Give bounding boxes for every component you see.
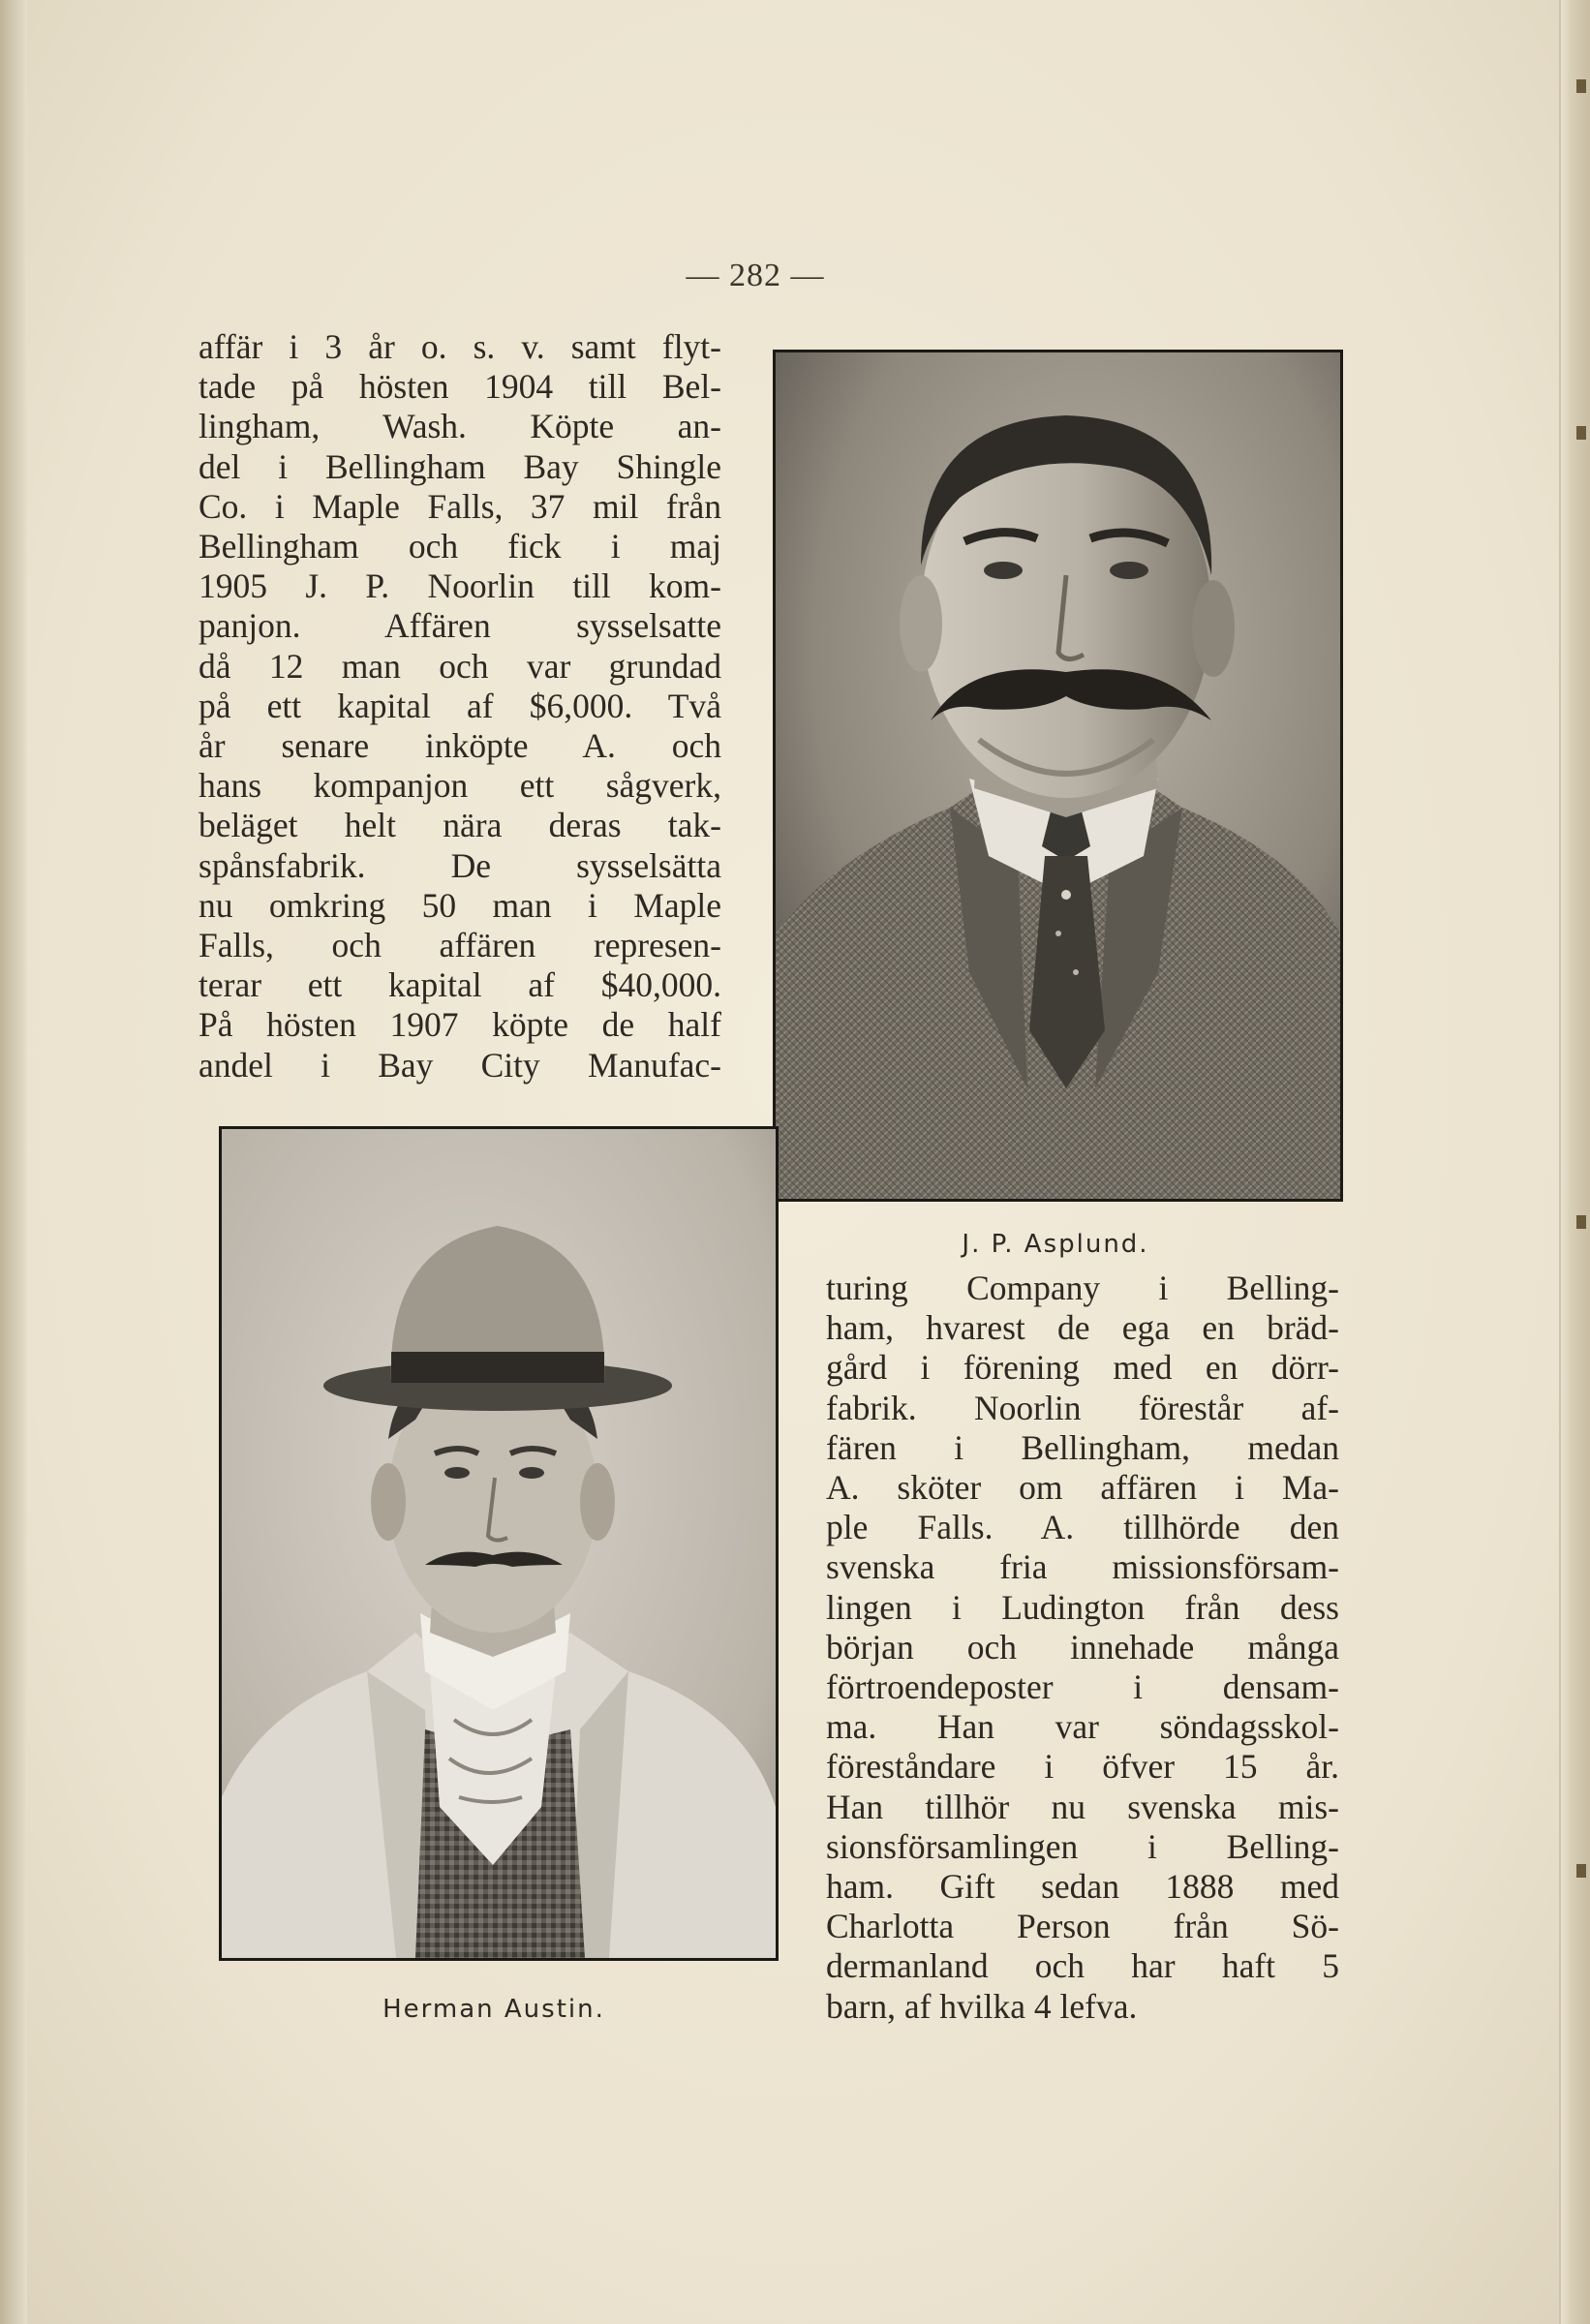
text-line: ple Falls. A. tillhörde den <box>826 1508 1339 1547</box>
right-text-column <box>826 1269 1339 2027</box>
text-line: Co. i Maple Falls, 37 mil från <box>199 486 721 526</box>
portrait-photo-austin <box>219 1126 779 1961</box>
text-line: på ett kapital af $6,000. Två <box>199 686 721 725</box>
text-line: fären i Bellingham, medan <box>826 1427 1339 1467</box>
text-line: nu omkring 50 man i Maple <box>199 885 721 925</box>
page-edge-mark <box>1576 426 1586 440</box>
text-line: ma. Han var söndagsskol- <box>826 1707 1339 1747</box>
text-line: barn, af hvilka 4 lefva. <box>826 1986 1138 2026</box>
text-line: lingen i Ludington från dess <box>826 1587 1339 1627</box>
text-line: ham, hvarest de ega en bräd- <box>826 1308 1339 1348</box>
page-gutter-shadow <box>0 0 27 2324</box>
portrait-photo-asplund <box>773 350 1343 1202</box>
text-line: affär i 3 år o. s. v. samt flyt- <box>199 327 721 366</box>
text-line: Falls, och affären represen- <box>199 926 721 965</box>
text-line: Bellingham och fick i maj <box>199 527 721 566</box>
page-edge-mark <box>1576 1864 1586 1878</box>
text-line: A. sköter om affären i Ma- <box>826 1468 1339 1508</box>
page-number: — 282 — <box>686 258 825 293</box>
text-line: föreståndare i öfver 15 år. <box>826 1747 1339 1787</box>
text-line: år senare inköpte A. och <box>199 726 721 766</box>
text-line: gård i förening med en dörr- <box>826 1348 1339 1388</box>
text-line: På hösten 1907 köpte de half <box>199 1005 721 1045</box>
text-line: sionsförsamlingen i Belling- <box>826 1826 1339 1866</box>
text-line: terar ett kapital af $40,000. <box>199 965 721 1005</box>
text-line: början och innehade många <box>826 1627 1339 1667</box>
text-line: hans kompanjon ett sågverk, <box>199 766 721 806</box>
text-line: tade på hösten 1904 till Bel- <box>199 367 721 407</box>
photo-caption-austin: Herman Austin. <box>382 1995 605 2024</box>
text-line: turing Company i Belling- <box>826 1269 1339 1307</box>
page-edge-mark <box>1576 79 1586 93</box>
text-line: Charlotta Person från Sö- <box>826 1907 1339 1946</box>
text-line: Han tillhör nu svenska mis- <box>826 1787 1339 1826</box>
text-line: fabrik. Noorlin förestår af- <box>826 1388 1339 1427</box>
text-line: 1905 J. P. Noorlin till kom- <box>199 566 721 606</box>
left-text-column <box>199 327 721 1086</box>
text-line: då 12 man och var grundad <box>199 646 721 686</box>
text-line: förtroendeposter i densam- <box>826 1667 1339 1707</box>
text-line: dermanland och har haft 5 <box>826 1946 1339 1986</box>
text-line: del i Bellingham Bay Shingle <box>199 446 721 486</box>
text-line: panjon. Affären sysselsatte <box>199 606 721 646</box>
photo-caption-asplund: J. P. Asplund. <box>962 1230 1149 1259</box>
text-line: beläget helt nära deras tak- <box>199 806 721 845</box>
text-line: andel i Bay City Manufac- <box>199 1045 721 1085</box>
text-line: lingham, Wash. Köpte an- <box>199 407 721 446</box>
text-line: spånsfabrik. De sysselsätta <box>199 845 721 885</box>
text-line: svenska fria missionsförsam- <box>826 1547 1339 1587</box>
page-edge <box>1559 0 1590 2324</box>
page-edge-mark <box>1576 1215 1586 1229</box>
text-line: ham. Gift sedan 1888 med <box>826 1867 1339 1907</box>
